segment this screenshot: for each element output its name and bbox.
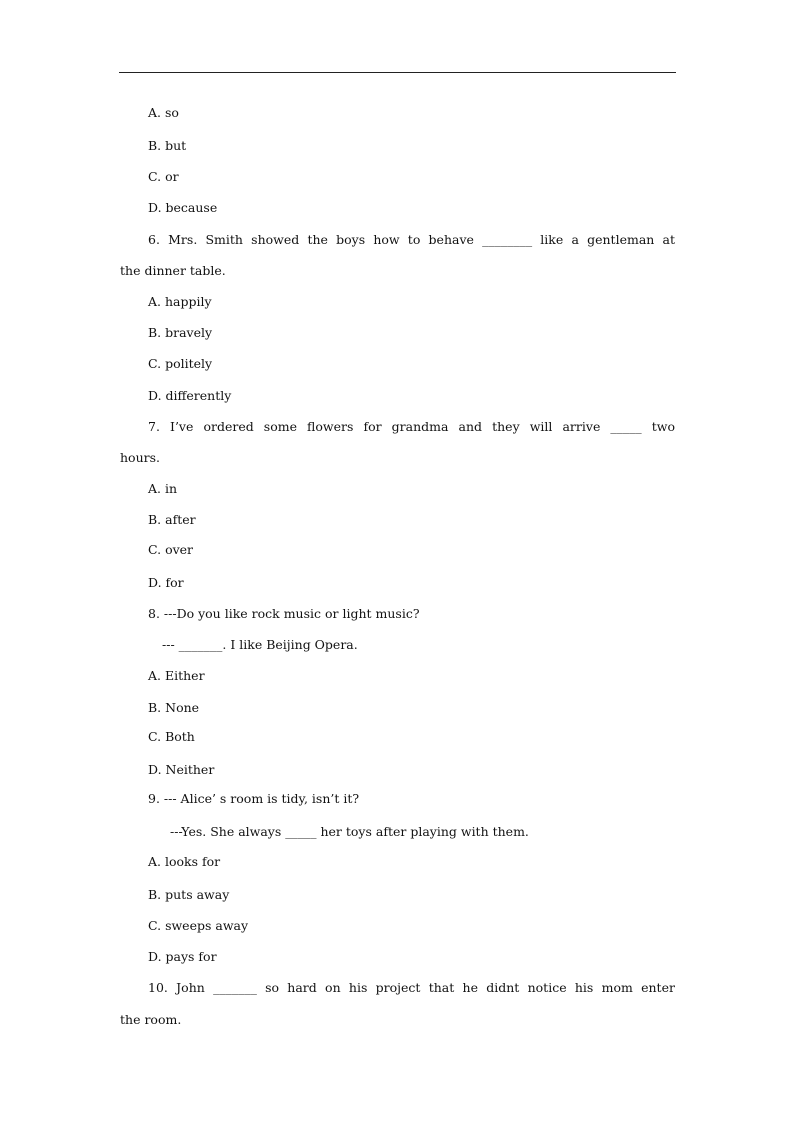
word: that: [428, 980, 455, 995]
option-8a: A. Either: [148, 668, 205, 683]
option-6a: A. happily: [148, 294, 212, 309]
word: mom: [601, 980, 633, 995]
word: grandma: [391, 419, 449, 434]
word: 10.: [148, 980, 168, 995]
word: ________: [482, 232, 533, 247]
word: so: [265, 980, 280, 995]
word: a: [571, 232, 579, 247]
option-8b: B. None: [148, 700, 200, 715]
option-7a: A. in: [148, 481, 178, 496]
option-7b: B. after: [148, 512, 196, 527]
word: two: [651, 419, 675, 434]
word: how: [373, 232, 400, 247]
option-9a: A. looks for: [148, 854, 221, 869]
word: _______: [213, 980, 257, 995]
word: his: [574, 980, 594, 995]
option-6b: B. bravely: [148, 325, 213, 340]
option-8d: D. Neither: [148, 762, 215, 777]
word: notice: [527, 980, 567, 995]
question-6: [148, 232, 675, 248]
option-8c: C. Both: [148, 729, 195, 744]
word: like: [540, 232, 564, 247]
word: project: [375, 980, 421, 995]
word: he: [462, 980, 478, 995]
word: his: [348, 980, 368, 995]
question-6-continued: the dinner table.: [120, 263, 226, 278]
word: on: [325, 980, 341, 995]
question-9-reply: ---Yes. She always _____ her toys after playing with them.: [170, 824, 529, 839]
option-6c: C. politely: [148, 356, 213, 371]
word: John: [176, 980, 205, 995]
option-9b: B. puts away: [148, 887, 230, 902]
option-5c: C. or: [148, 169, 179, 184]
option-7d: D. for: [148, 575, 184, 590]
word: some: [263, 419, 297, 434]
header-rule: [119, 72, 676, 73]
word: behave: [428, 232, 474, 247]
question-10: [148, 980, 675, 996]
word: gentleman: [587, 232, 655, 247]
word: 6.: [148, 232, 160, 247]
word: I’ve: [170, 419, 194, 434]
word: enter: [641, 980, 675, 995]
option-5a: A. so: [148, 105, 179, 120]
question-8-reply: --- _______. I like Beijing Opera.: [162, 637, 358, 652]
word: to: [407, 232, 421, 247]
word: _____: [610, 419, 642, 434]
question-7-continued: hours.: [120, 450, 160, 465]
word: for: [363, 419, 382, 434]
word: didnt: [486, 980, 520, 995]
option-5b: B. but: [148, 138, 187, 153]
question-9: 9. --- Alice’ s room is tidy, isn’t it?: [148, 791, 360, 806]
word: flowers: [307, 419, 354, 434]
word: they: [492, 419, 520, 434]
word: the: [307, 232, 328, 247]
word: will: [529, 419, 553, 434]
word: Smith: [205, 232, 243, 247]
option-9d: D. pays for: [148, 949, 217, 964]
word: boys: [336, 232, 366, 247]
question-7: [148, 419, 675, 435]
word: ordered: [203, 419, 254, 434]
word: hard: [287, 980, 317, 995]
question-10-continued: the room.: [120, 1012, 182, 1027]
question-8: 8. ---Do you like rock music or light music?: [148, 606, 420, 621]
word: at: [662, 232, 675, 247]
word: and: [458, 419, 483, 434]
word: 7.: [148, 419, 160, 434]
word: Mrs.: [168, 232, 198, 247]
word: showed: [251, 232, 300, 247]
option-7c: C. over: [148, 542, 194, 557]
option-6d: D. differently: [148, 388, 232, 403]
option-9c: C. sweeps away: [148, 918, 249, 933]
option-5d: D. because: [148, 200, 218, 215]
word: arrive: [562, 419, 601, 434]
